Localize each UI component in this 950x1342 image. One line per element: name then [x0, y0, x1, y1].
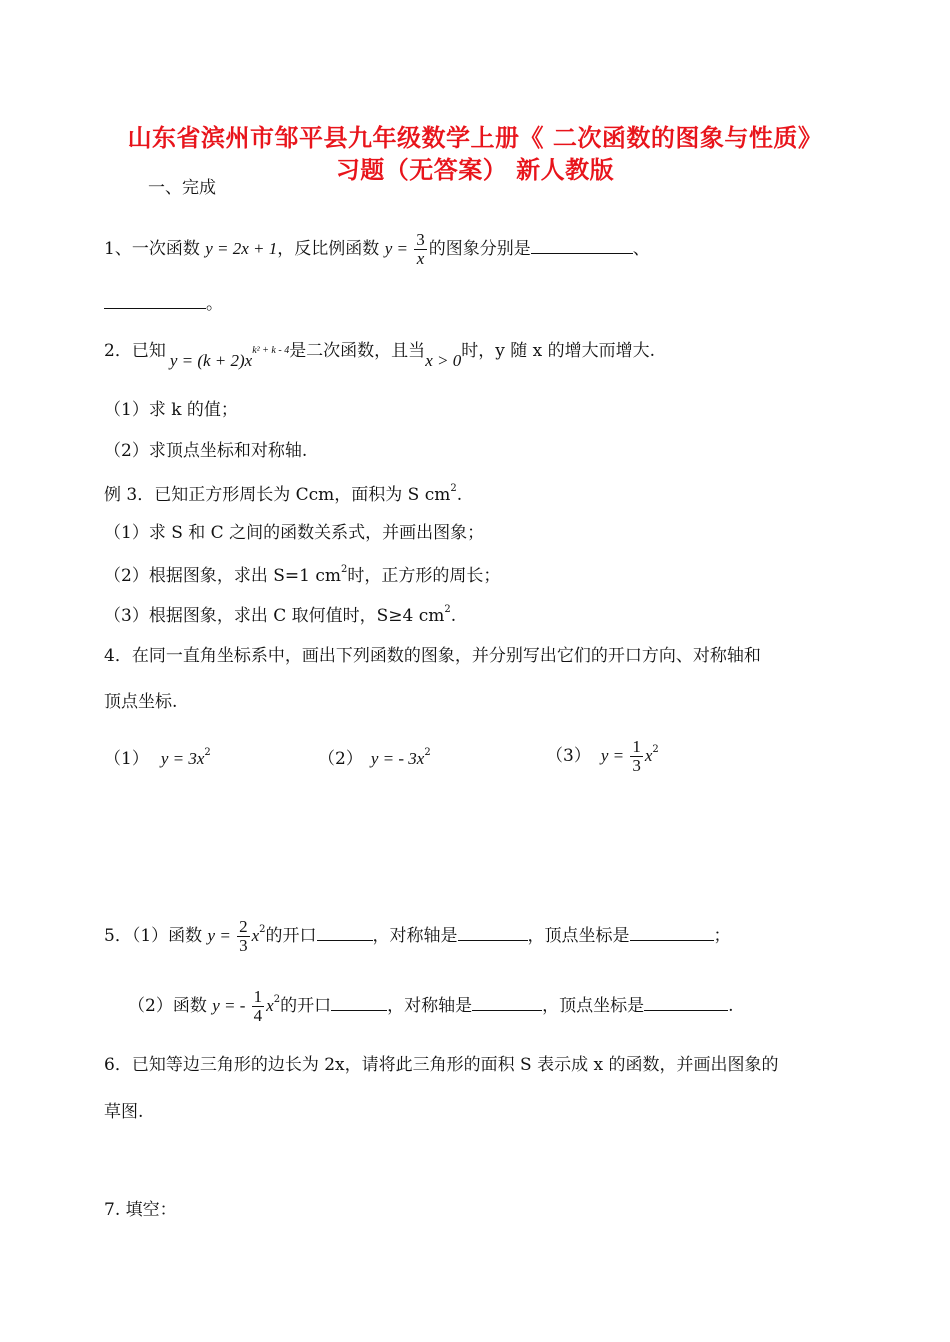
question-4-line2: 顶点坐标. — [104, 692, 178, 712]
q5-lhs: y = - — [212, 995, 250, 1015]
q1-inverse-fraction — [414, 231, 427, 268]
fraction-denominator: 3 — [632, 755, 641, 775]
q5-prefix: 5．（1）函数 — [104, 925, 208, 946]
q2-mid: 是二次函数，且当 — [289, 341, 426, 361]
superscript: 2 — [424, 747, 431, 758]
question-1 — [104, 231, 650, 268]
q5-text: ，对称轴是 — [387, 995, 473, 1016]
question-5-line1 — [104, 918, 731, 955]
fraction-numerator: 2 — [239, 917, 248, 936]
item-formula: y = - 3x — [370, 749, 425, 768]
example-3-part-2 — [104, 565, 500, 585]
item-fraction — [630, 738, 643, 775]
fraction-denominator: x — [416, 248, 425, 268]
q2-condition: x > 0 — [425, 351, 462, 370]
q5-text: 的开口 — [265, 925, 317, 946]
document-title-line1: 山东省滨州市邹平县九年级数学上册《 二次函数的图象与性质》 — [127, 123, 823, 152]
question-2 — [104, 340, 656, 370]
superscript: 2 — [273, 993, 281, 1005]
question-6-line1: 6．已知等边三角形的边长为 2x，请将此三角形的面积 S 表示成 x 的函数，并画出图象的 — [104, 1055, 779, 1075]
q1-linear-function: y = 2x + 1 — [205, 238, 278, 258]
q2-part-1: （1）求 k 的值； — [104, 400, 238, 420]
answer-blank — [531, 239, 633, 254]
q2-prefix: 2．已知 — [104, 341, 166, 361]
answer-blank — [331, 996, 387, 1011]
q1-suffix: 的图象分别是 — [428, 238, 531, 259]
q5-lhs: y = — [207, 925, 236, 945]
example-3-part-2-end: 时，正方形的周长； — [347, 566, 501, 586]
item-rhs: x — [644, 745, 653, 765]
example-3-part-2-text: （2）根据图象，求出 S=1 cm — [104, 566, 341, 586]
q4-item-2 — [318, 748, 431, 768]
document-title-line2: 习题（无答案） 新人教版 — [335, 155, 615, 184]
superscript: 2 — [204, 747, 211, 758]
example-3 — [104, 484, 462, 504]
fraction-numerator: 3 — [416, 230, 425, 249]
superscript: 2 — [450, 483, 457, 494]
q5-rhs: x — [266, 995, 274, 1015]
item-label: （1） — [104, 749, 149, 769]
q2-suffix: 时，y 随 x 的增大而增大. — [461, 341, 656, 361]
superscript: 2 — [444, 604, 451, 615]
q5-fraction — [252, 988, 265, 1025]
item-formula: y = 3x — [160, 749, 205, 768]
superscript: 2 — [259, 923, 266, 935]
question-5-line2 — [128, 988, 734, 1025]
q1-end: 。 — [206, 294, 223, 314]
q4-item-3 — [546, 738, 659, 775]
question-7: 7. 填空： — [104, 1200, 177, 1220]
answer-blank — [644, 996, 728, 1011]
q1-inverse-lhs: y = — [384, 238, 413, 258]
superscript: 2 — [652, 743, 659, 755]
example-3-text: 例 3．已知正方形周长为 Ccm，面积为 S cm — [104, 485, 451, 505]
q5-prefix: （2）函数 — [128, 995, 213, 1016]
q5-end: . — [728, 995, 734, 1016]
item-label: （3） — [546, 745, 591, 766]
item-lhs: y = — [600, 745, 629, 765]
q5-text: ，顶点坐标是 — [527, 925, 630, 946]
q5-text: ，对称轴是 — [372, 925, 458, 946]
q2-exponent: k² + k - 4 — [252, 345, 290, 356]
question-1-continued — [104, 294, 223, 313]
answer-blank — [317, 926, 373, 941]
q5-end: ； — [713, 925, 731, 946]
answer-blank — [472, 996, 542, 1011]
example-3-end: . — [456, 485, 463, 505]
q1-mid: ，反比例函数 — [277, 238, 385, 259]
example-3-part-1: （1）求 S 和 C 之间的函数关系式，并画出图象； — [104, 523, 485, 543]
q1-separator: 、 — [632, 238, 650, 259]
q4-item-1 — [104, 748, 211, 768]
example-3-part-3-text: （3）根据图象，求出 C 取何值时，S≥4 cm — [104, 606, 445, 626]
fraction-numerator: 1 — [253, 987, 263, 1006]
fraction-denominator: 4 — [253, 1005, 263, 1025]
answer-blank — [630, 926, 714, 941]
question-4-line1: 4．在同一直角坐标系中，画出下列函数的图象，并分别写出它们的开口方向、对称轴和 — [104, 646, 761, 666]
q5-text: 的开口 — [280, 995, 332, 1016]
q5-fraction — [237, 918, 250, 955]
fraction-denominator: 3 — [239, 935, 248, 955]
q1-prefix: 1、一次函数 — [104, 238, 206, 259]
answer-blank — [104, 294, 206, 309]
q2-part-2: （2）求顶点坐标和对称轴. — [104, 441, 308, 461]
q5-rhs: x — [251, 925, 260, 945]
example-3-part-3 — [104, 605, 456, 625]
fraction-numerator: 1 — [632, 737, 641, 756]
superscript: 2 — [340, 564, 348, 575]
example-3-part-3-end: . — [450, 606, 457, 626]
answer-blank — [458, 926, 528, 941]
question-6-line2: 草图. — [104, 1102, 144, 1122]
item-label: （2） — [318, 749, 363, 769]
section-heading: 一、完成 — [148, 178, 216, 198]
q2-formula: y = (k + 2)x — [169, 351, 253, 370]
q5-text: ，顶点坐标是 — [542, 995, 645, 1016]
